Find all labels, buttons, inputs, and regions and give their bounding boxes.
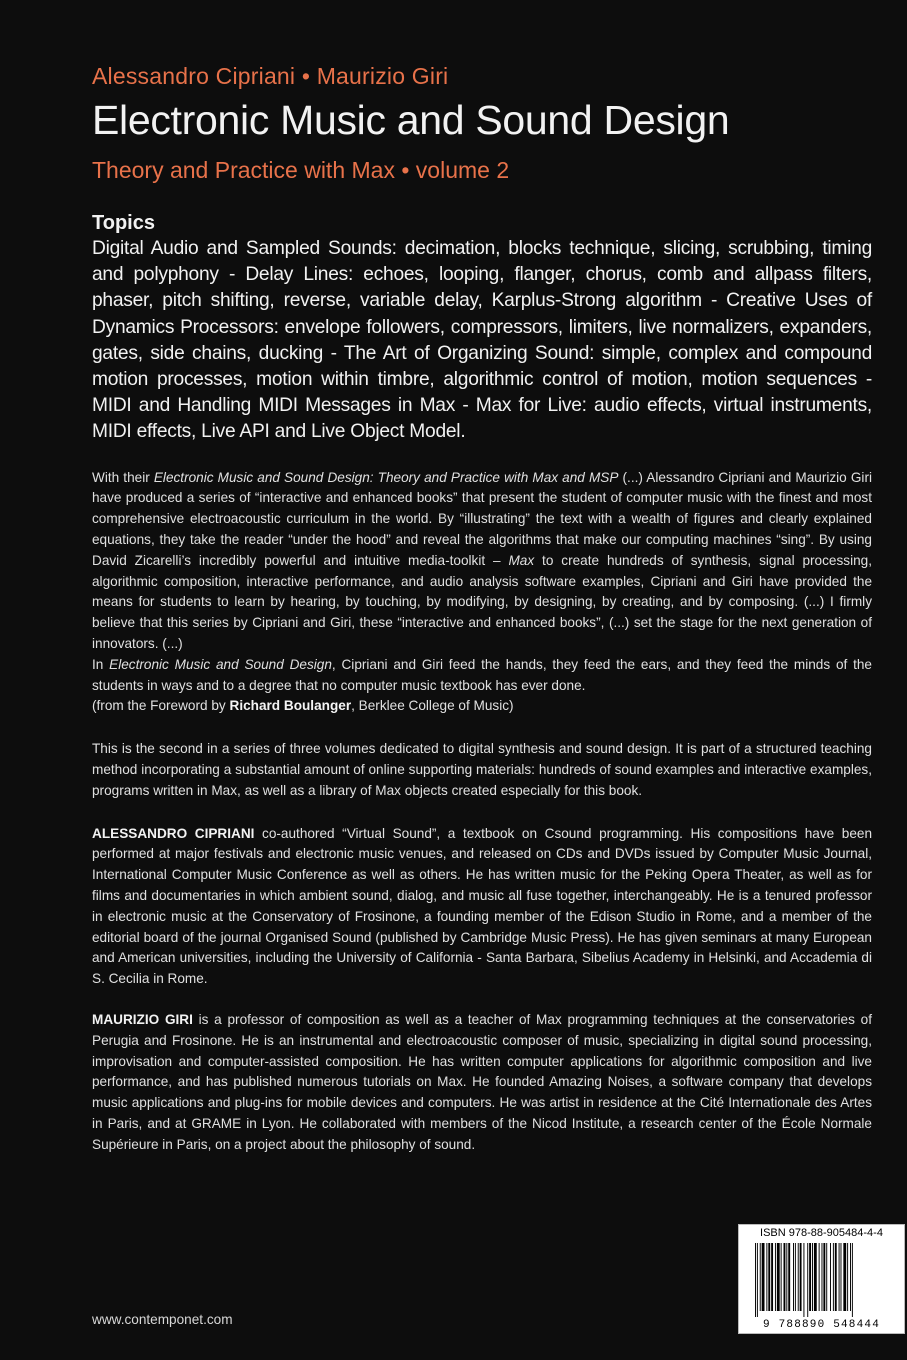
barcode-bar	[823, 1243, 825, 1311]
author-giri: Maurizio Giri	[316, 63, 449, 89]
barcode-bar	[833, 1243, 834, 1311]
bio-cipriani-text: co-authored “Virtual Sound”, a textbook on Csound programming. His compositions have been performed at major festivals and electronic music venues, and released on CDs and DVDs issued by Computer Music Journal, International Computer Music Conference as well as others. He has written music for the Peking Opera Theater, as well as for films and documentaries in which ambient sound, dialog, and music all fuse together, interchangeably. He is a tenured professor in electronic music at the Conservatory of Frosinone, a founding member of the Edison Studio in Rome, and a member of the editorial board of the journal Organised Sound (published by Cambridge Music Press). He has given seminars at many European and American universities, including the University of California - Santa Barbara, Sibelius Academy in Helsinki, and Accademia di S. Cecilia in Rome.	[92, 825, 873, 987]
bio-giri-text: is a professor of composition as well as a teacher of Max programming techniques at the conservatories of Perugia and Frosinone. He is an instrumental and electroacoustic composer of music, specializing in digital sound processing, improvisation and computer-assisted composition. He has written computer applications for algorithmic composition and live performance, and has published numerous tutorials on Max. He founded Amazing Noises, a software company that develops music applications and plug-ins for mobile devices and computers. He was artist in residence at the Cité Internationale des Artes in Paris, and at GRAME in Lyon. He collaborated with members of the Nicod Institute, a research center of the École Normale Supérieure in Paris, on a project about the philosophy of sound.	[92, 1011, 872, 1152]
barcode-bar	[812, 1243, 813, 1311]
barcode-bar	[784, 1243, 786, 1311]
bio-giri-paragraph	[92, 1010, 872, 1156]
foreword-book-title: Electronic Music and Sound Design: Theory and Practice with Max and MSP	[153, 469, 619, 485]
foreword-text: , Cipriani and Giri feed the hands, they feed the ears, and they feed the minds of the students in ways and to a degree that no computer music textbook has ever done.	[92, 656, 872, 693]
topics-heading: Topics	[92, 212, 155, 234]
foreword-book-title: Electronic Music and Sound Design	[109, 656, 332, 672]
foreword-text: to create hundreds of synthesis, signal processing, algorithmic composition, interactive performance, and audio analysis software examples, Cipriani and Giri have provided the means for students to learn by hearing, by touching, by modifying, by designing, by creating, and by composing. (...) I firmly believe that this series by Cipriani and Giri, these “interactive and enhanced books”, (...) set the stage for the next generation of innovators. (...)	[92, 552, 872, 651]
isbn-label: ISBN 978-88-905484-4-4	[760, 1227, 883, 1239]
barcode-bar	[839, 1243, 840, 1311]
foreword-paragraph-1	[92, 468, 872, 655]
barcode-bar	[786, 1243, 787, 1311]
barcode-bar	[835, 1243, 837, 1311]
barcode-bar	[850, 1243, 851, 1311]
barcode-bar	[841, 1243, 842, 1311]
barcode-bar	[755, 1243, 756, 1317]
author-separator: •	[301, 63, 311, 89]
topics-body: Digital Audio and Sampled Sounds: decimation, blocks technique, slicing, scrubbing, timing and polyphony - Delay Lines: echoes, looping, flanger, chorus, comb and allpass filters, phaser, pitch shifting, reverse, variable delay, Karplus-Strong algorithm - Creative Uses of Dynamics Processors: envelope followers, compressors, limiters, live normalizers, expanders, gates, side chains, ducking - The Art of Organizing Sound: simple, complex and compound motion processes, motion within timbre, algorithmic control of motion, motion sequences - MIDI and Handling MIDI Messages in Max - Max for Live: audio effects, virtual instruments, MIDI effects, Live API and Live Object Model.	[92, 238, 872, 443]
author-cipriani: Alessandro Cipriani	[92, 63, 296, 89]
barcode-bar	[793, 1243, 794, 1311]
barcode-bar	[803, 1243, 804, 1317]
cover-content	[92, 60, 872, 1156]
foreword-max-name: Max	[508, 552, 535, 568]
barcode-bar	[847, 1243, 848, 1311]
barcode-bar	[762, 1243, 765, 1311]
barcode-bar	[788, 1243, 790, 1311]
foreword-quote	[92, 468, 872, 718]
bio-cipriani-paragraph	[92, 824, 872, 990]
foreword-credit-text: (from the Foreword by	[92, 698, 230, 714]
foreword-paragraph-2	[92, 655, 872, 697]
book-title: Electronic Music and Sound Design	[92, 97, 730, 143]
barcode-bar	[777, 1243, 780, 1311]
barcode-bar	[819, 1243, 820, 1311]
barcode-bar	[766, 1243, 767, 1311]
bio-giri-name: MAURIZIO GIRI	[92, 1011, 193, 1027]
foreword-text: (...) Alessandro Cipriani and Maurizio Giri have produced a series of “interactive and enhanced books” that present the student of computer music with the finest and most comprehensive electroacoustic curriculum in the world. By “illustrating” the text with a wealth of figures and clearly explained equations, they take the reader “under the hood” and reveal the algorithms that make our computing machines “sing”. By using David Zicarelli’s incredibly powerful and intuitive media-toolkit –	[92, 469, 872, 568]
foreword-author-name: Richard Boulanger	[229, 698, 352, 714]
subtitle-separator: •	[401, 157, 410, 183]
bio-giri	[92, 1010, 872, 1156]
volume-label: volume 2	[415, 157, 510, 183]
subtitle-text: Theory and Practice with Max	[92, 157, 395, 183]
series-intro	[92, 739, 872, 801]
barcode-bar	[830, 1243, 831, 1311]
isbn-barcode	[738, 1224, 905, 1334]
barcode-bar	[809, 1243, 811, 1311]
barcode-bar	[768, 1243, 770, 1311]
foreword-credit	[92, 696, 872, 717]
barcode-bar	[771, 1243, 773, 1311]
barcode-digits: 9 788890 548444	[762, 1319, 881, 1331]
bio-cipriani	[92, 824, 872, 990]
barcode-bar	[775, 1243, 776, 1311]
foreword-text: In	[92, 656, 110, 672]
barcode-bar	[852, 1243, 853, 1317]
barcode-bar	[822, 1243, 823, 1311]
foreword-text: With their	[92, 469, 154, 485]
barcode-bar	[798, 1243, 799, 1311]
barcode-bar	[814, 1243, 817, 1311]
barcode-bar	[826, 1243, 827, 1311]
book-subtitle	[92, 154, 872, 186]
publisher-website[interactable]: www.contemponet.com	[92, 1312, 233, 1327]
authors-line	[92, 60, 872, 92]
barcode-bar	[843, 1243, 846, 1311]
barcode-bar	[760, 1243, 761, 1311]
barcode-bar	[807, 1243, 808, 1317]
barcode-bar	[781, 1243, 782, 1311]
barcode-bar	[757, 1243, 758, 1317]
barcode-bar	[800, 1243, 802, 1311]
series-intro-text: This is the second in a series of three volumes dedicated to digital synthesis and sound design. It is part of a structured teaching method incorporating a substantial amount of online supporting materials: hundreds of sound examples and interactive examples, programs written in Max, as well as a library of Max objects created especially for this book.	[92, 741, 872, 798]
barcode-bars-icon	[753, 1243, 893, 1317]
foreword-credit-text: , Berklee College of Music)	[351, 698, 514, 714]
barcode-bar	[795, 1243, 796, 1311]
bio-cipriani-name: ALESSANDRO CIPRIANI	[92, 825, 255, 841]
